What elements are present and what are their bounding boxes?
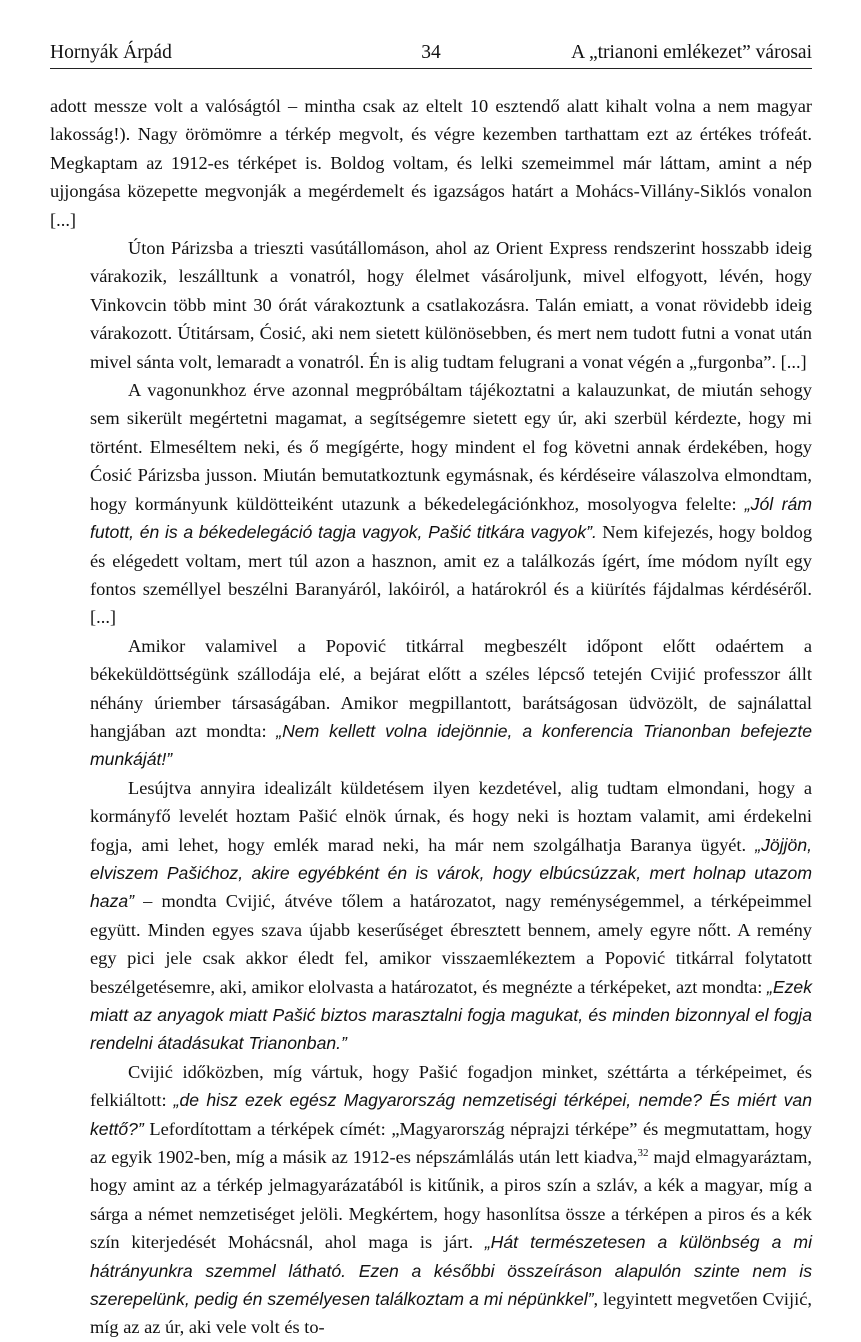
paragraph-4-quote: „Nem kellett volna idejönnie, a konferencia Trianonban befejezte munkáját!” [90,720,813,770]
paragraph-1: adott messze volt a valóságtól – mintha csak az eltelt 10 esztendő alatt kihalt volna a nem magyar lakosság!). Nagy örömömre a térkép megvolt, és végre kezemben tarthattam ezt az értékes trófeát. Megkaptam az 1912-es térképet is. Boldog voltam, és lelki szemeimmel már láttam, amint a nép ujjongása közepette megvonják a megérdemelt és igazságos határt a Mohács-Villány-Siklós vonalon [...] [50,96,812,230]
paragraph-6-quote-1: „de hisz ezek egész Magyarország nemzetiségi térképei, nemde? És miért van kettő?” [90,1090,812,1139]
paragraph-6-text-c: majd elmagyaráztam, hogy amint az a térkép jelmagyarázatából is kitűnik, a piros szín a szláv, a kék a magyar, míg a sárga a német nemzetiséget jelöli. Megkértem, hogy hasonlítsa össze a térképen a piros és a kék szín kiterjedését Mohácsnál, ahol maga is járt. [90,1147,812,1253]
header-title: A „trianoni emlékezet” városai [571,42,812,63]
paragraph-3-text-a: A vagonunkhoz érve azonnal megpróbáltam tájékoztatni a kalauzunkat, de miután sehogy sem sikerült megértetni magamat, a segítségemre sietett egy úr, aki szerbül kérdezte, hogy mi történt. Elmeséltem neki, és ő megígérte, hogy mindent el fog követni annak érdekében, hogy Ćosić Párizsba jusson. Miután bemutatkoztunk egymásnak, és kérdéseire válaszolva elmondtam, hogy kormányunk küldötteiként utazunk a békedelegációnkhoz, mosolyogva felelte: [90,380,812,514]
page-body [50,92,813,1342]
paragraph-5-text-a: Lesújtva annyira idealizált küldetésem ilyen kezdetével, alig tudtam elmondani, hogy a kormányfő levelét hoztam Pašić elnök úrnak, és hogy neki is hoztam valamit, ami érdekelni fogja, ami lehet, hogy emlék marad neki, ha már nem szolgálhatja Baranya ügyét. [90,777,812,855]
paragraph-5-quote-2: „Ezek miatt az anyagok miatt Pašić biztos marasztalni fogja magukat, és minden bizonnyal el fogja rendelni átadásukat Trianonban.” [90,976,812,1054]
paragraph-6-quote-2: „Hát természetesen a különbség a mi hátrányunkra szemmel látható. Ezen a későbbi összeíráson alapulón szinte nem is szerepelünk, pedig én személyesen találkoztam a mi népünkkel” [90,1232,813,1310]
footnote-ref-32: 32 [637,1146,649,1159]
paragraph-5-quote-1: „Jöjjön, elviszem Pašićhoz, akire egyébként én is várok, hogy elbúcsúzzak, mert holnap utazom haza” [90,834,812,912]
paragraph-6-text-b: Lefordítottam a térképek címét: „Magyarország néprajzi térképe” és megmutattam, hogy az egyik 1902-ben, míg a másik az 1912-es népszámlálás után lett kiadva, [90,1118,812,1168]
paragraph-3 [90,376,812,632]
paragraph-2: Úton Párizsba a trieszti vasútállomáson, ahol az Orient Express rendszerint hosszabb ideig várakozik, leszálltunk a vonatról, hogy élelmet vásároljunk, mivel elfogyott, lévén, hogy Vinkovcin több mint 30 órát várakoztunk a csatlakozásra. Talán emiatt, a vonat rövidebb ideig várakozott. Útitársam, Ćosić, aki nem sietett különösebben, és mert nem tudott futni a vonat után mivel sánta volt, lemaradt a vonatról. Én is alig tudtam felugrani a vonat végén a „furgonba”. [...] [90,238,812,372]
paragraph-4 [90,632,812,774]
paragraph-5 [90,774,812,1058]
running-header [50,38,812,69]
header-page-number: 34 [421,42,441,63]
header-author: Hornyák Árpád [50,42,172,63]
paragraph-6 [90,1058,812,1342]
paragraph-6-text-a: Cvijić időközben, míg vártuk, hogy Pašić fogadjon minket, széttárta a térképeimet, és felkiáltott: [90,1061,812,1111]
paragraph-5-text-b: – mondta Cvijić, átvéve tőlem a határozatot, nagy reménységemmel, a térképeimmel együtt. Minden egyes szava újabb keserűséget ébresztett bennem, amely egyre nőtt. A remény egy pici jele csak akkor éledt fel, amikor visszaemlékeztem a Popović titkárral folytatott beszélgetésemre, aki, amikor elolvasta a határozatot, és megnézte a térképeket, azt mondta: [90,891,812,997]
paragraph-6-text-d: , legyintett megvetően Cvijić, míg az az úr, aki vele volt és to- [90,1289,813,1338]
paragraph-3-text-b: Nem kifejezés, hogy boldog és elégedett voltam, mert túl azon a hasznon, amit ez a találkozás ígért, íme módom nyílt egy fontos személlyel beszélni Baranyáról, lakóiról, a határokról és a kiürítés fájdalmas kérdéséről. [...] [90,522,813,628]
paragraph-3-quote: „Jól rám futott, én is a békedelegáció tagja vagyok, Pašić titkára vagyok”. [90,493,812,543]
paragraph-4-text-a: Amikor valamivel a Popović titkárral megbeszélt időpont előtt odaértem a békeküldöttségünk szállodája elé, a bejárat előtt a széles lépcső tetején Cvijić professzor állt néhány úriember társaságában. Amikor megpillantott, barátságosan üdvözölt, de sajnálattal hangjában azt mondta: [90,635,812,741]
